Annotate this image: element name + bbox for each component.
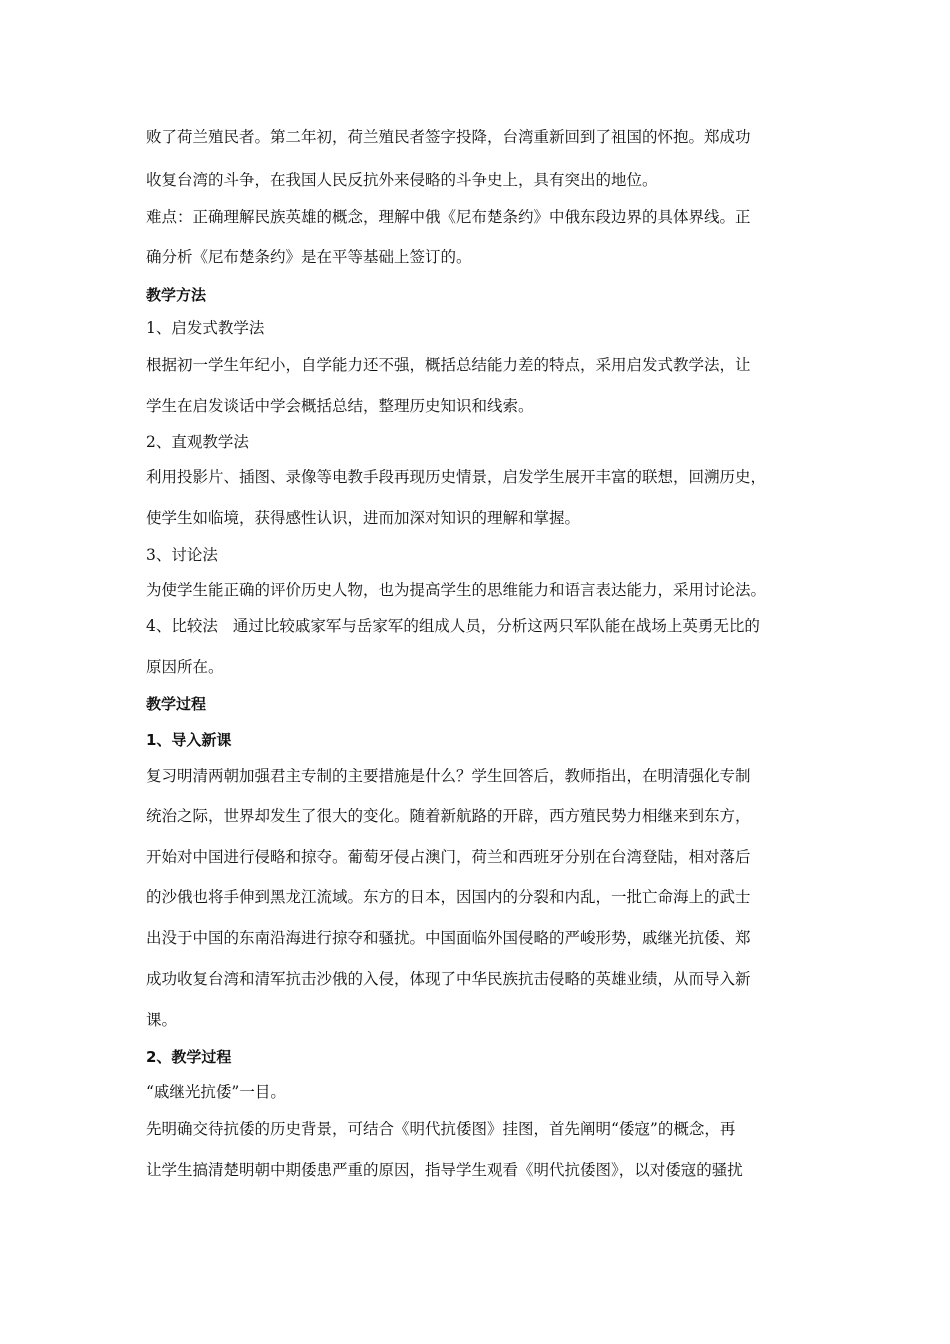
text-line: 败了荷兰殖民者。第二年初，荷兰殖民者签字投降，台湾重新回到了祖国的怀抱。郑成功 [146,128,751,146]
text-line: 出没于中国的东南沿海进行掠夺和骚扰。中国面临外国侵略的严峻形势，戚继光抗倭、郑 [146,929,751,947]
text-line [146,616,814,636]
text-line: 先明确交待抗倭的历史背景，可结合《明代抗倭图》挂图，首先阐明“倭寇”的概念，再 [146,1120,736,1138]
subheading: 3、讨论法 [146,546,218,564]
subheading: 2、直观教学法 [146,433,249,451]
text-line: 收复台湾的斗争，在我国人民反抗外来侵略的斗争史上，具有突出的地位。 [146,171,658,189]
text-line: 让学生搞清楚明朝中期倭患严重的原因，指导学生观看《明代抗倭图》，以对倭寇的骚扰 [146,1161,743,1179]
text-line: 课。 [146,1011,178,1029]
text-line: 成功收复台湾和清军抗击沙俄的入侵，体现了中华民族抗击侵略的英雄业绩，从而导入新 [146,970,751,988]
text-line: 难点：正确理解民族英雄的概念，理解中俄《尼布楚条约》中俄东段边界的具体界线。正 [146,208,751,226]
text-line: “戚继光抗倭”一目。 [146,1083,286,1101]
text-line: 确分析《尼布楚条约》是在平等基础上签订的。 [146,248,472,266]
text-line: 利用投影片、插图、录像等电教手段再现历史情景，启发学生展开丰富的联想，回溯历史， [146,468,767,486]
subheading: 4、比较法 [146,617,218,635]
text-line: 的沙俄也将手伸到黑龙江流域。东方的日本，因国内的分裂和内乱，一批亡命海上的武士 [146,888,751,906]
text-line: 复习明清两朝加强君主专制的主要措施是什么？学生回答后，教师指出，在明清强化专制 [146,767,751,785]
text-line: 统治之际，世界却发生了很大的变化。随着新航路的开辟，西方殖民势力相继来到东方， [146,807,751,825]
text-line: 根据初一学生年纪小，自学能力还不强，概括总结能力差的特点，采用启发式教学法，让 [146,356,751,374]
section-heading: 教学方法 [146,286,207,304]
subheading: 1、导入新课 [146,731,232,749]
text-line: 学生在启发谈话中学会概括总结，整理历史知识和线索。 [146,397,534,415]
text-line: 原因所在。 [146,658,224,676]
section-heading: 教学过程 [146,695,207,713]
text-line: 使学生如临境，获得感性认识，进而加深对知识的理解和掌握。 [146,509,581,527]
text-line: 为使学生能正确的评价历史人物，也为提高学生的思维能力和语言表达能力，采用讨论法。 [146,581,767,599]
text-span: 通过比较戚家军与岳家军的组成人员，分析这两只军队能在战场上英勇无比的 [232,617,760,635]
text-line: 开始对中国进行侵略和掠夺。葡萄牙侵占澳门，荷兰和西班牙分别在台湾登陆，相对落后 [146,848,751,866]
subheading: 2、教学过程 [146,1048,232,1066]
subheading: 1、启发式教学法 [146,319,265,337]
